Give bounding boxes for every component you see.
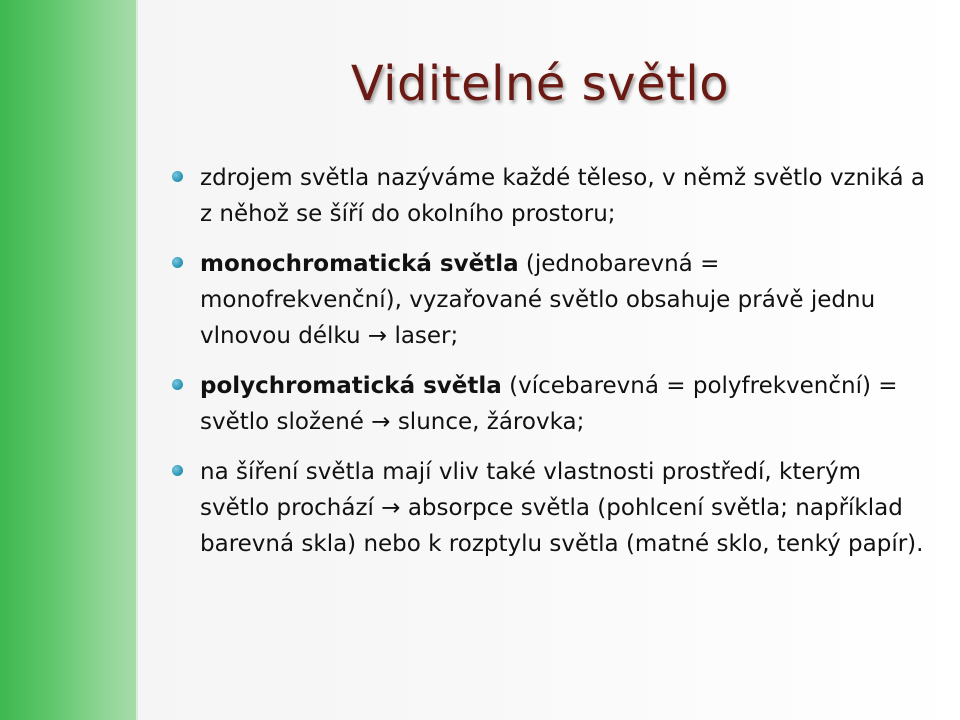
bullet-bold-term: monochromatická světla	[200, 251, 519, 277]
bullet-item	[168, 246, 928, 354]
bullet-text: na šíření světla mají vliv také vlastnosti prostředí, kterým světlo prochází → absorpce světla (pohlcení světla; například barevná skla) nebo k rozptylu světla (matné sklo, tenký papír).	[200, 459, 924, 557]
bullet-item	[168, 160, 928, 232]
bullet-dot-icon	[172, 465, 183, 476]
bullet-item	[168, 454, 928, 562]
bullet-text: (vícebarevná = polyfrekvenční) = světlo složené → slunce, žárovka;	[200, 373, 898, 435]
bullet-bold-term: polychromatická světla	[200, 373, 502, 399]
bullet-item	[168, 368, 928, 440]
bullet-dot-icon	[172, 257, 183, 268]
bullet-dot-icon	[172, 171, 183, 182]
bullet-dot-icon	[172, 379, 183, 390]
bullet-text: (jednobarevná = monofrekvenční), vyzařované světlo obsahuje právě jednu vlnovou délku → laser;	[200, 251, 876, 349]
slide-title: Viditelné světlo	[350, 56, 730, 112]
bullet-list	[168, 160, 928, 576]
bullet-text: zdrojem světla nazýváme každé těleso, v němž světlo vzniká a z něhož se šíří do okolního prostoru;	[200, 165, 926, 227]
green-side-band	[0, 0, 138, 720]
